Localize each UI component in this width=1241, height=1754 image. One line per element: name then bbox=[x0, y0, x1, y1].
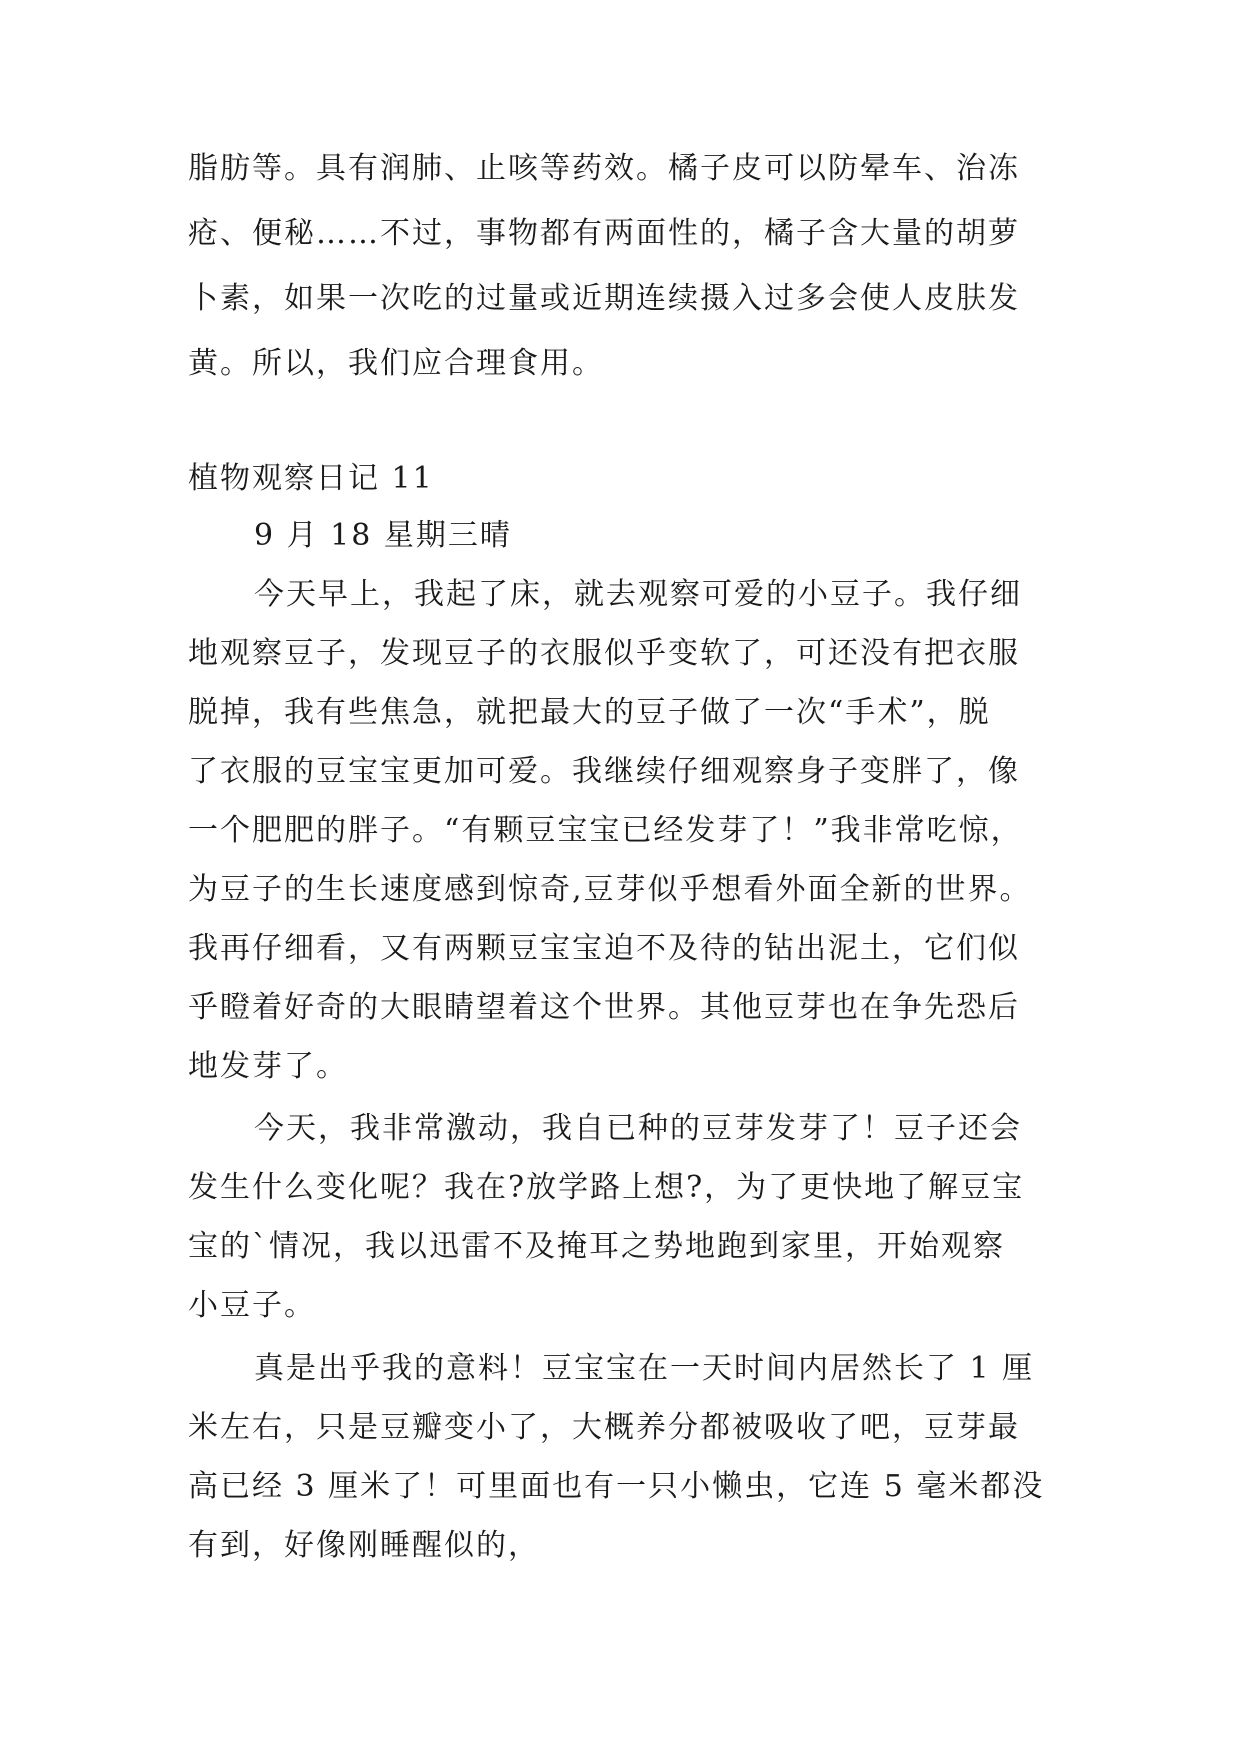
text-line: 脱掉，我有些焦急，就把最大的豆子做了一次“手术”，脱 bbox=[188, 695, 991, 730]
text-line: 我再仔细看，又有两颗豆宝宝迫不及待的钻出泥土，它们似 bbox=[188, 931, 1020, 966]
text-line: 脂肪等。具有润肺、止咳等药效。橘子皮可以防晕车、治冻 bbox=[188, 151, 1020, 186]
text-line: 地发芽了。 bbox=[188, 1049, 348, 1084]
text-line: 乎瞪着好奇的大眼睛望着这个世界。其他豆芽也在争先恐后 bbox=[188, 990, 1020, 1025]
text-line: 有到，好像刚睡醒似的， bbox=[188, 1528, 540, 1563]
text-line: 高已经 3 厘米了！可里面也有一只小懒虫，它连 5 毫米都没 bbox=[188, 1469, 1045, 1504]
text-line: 地观察豆子，发现豆子的衣服似乎变软了，可还没有把衣服 bbox=[188, 636, 1020, 671]
section-title: 植物观察日记 11 bbox=[188, 461, 434, 496]
text-line: 真是出乎我的意料！豆宝宝在一天时间内居然长了 1 厘 bbox=[254, 1351, 1035, 1386]
text-line: 发生什么变化呢？我在?放学路上想?，为了更快地了解豆宝 bbox=[188, 1170, 1025, 1205]
text-line: 疮、便秘……不过，事物都有两面性的，橘子含大量的胡萝 bbox=[188, 216, 1020, 251]
text-line: 一个肥肥的胖子。“有颗豆宝宝已经发芽了！”我非常吃惊， bbox=[188, 813, 1023, 848]
text-line: 宝的`情况，我以迅雷不及掩耳之势地跑到家里，开始观察 bbox=[188, 1229, 1005, 1264]
text-line: 黄。所以，我们应合理食用。 bbox=[188, 346, 604, 381]
text-line: 为豆子的生长速度感到惊奇,豆芽似乎想看外面全新的世界。 bbox=[188, 872, 1032, 907]
text-line: 卜素，如果一次吃的过量或近期连续摄入过多会使人皮肤发 bbox=[188, 281, 1020, 316]
text-line: 今天早上，我起了床，就去观察可爱的小豆子。我仔细 bbox=[254, 577, 1022, 612]
text-line: 小豆子。 bbox=[188, 1288, 316, 1323]
text-line: 米左右，只是豆瓣变小了，大概养分都被吸收了吧，豆芽最 bbox=[188, 1410, 1020, 1445]
text-line: 今天，我非常激动，我自已种的豆芽发芽了！豆子还会 bbox=[254, 1111, 1022, 1146]
text-line: 了衣服的豆宝宝更加可爱。我继续仔细观察身子变胖了，像 bbox=[188, 754, 1020, 789]
date-line: 9 月 18 星期三晴 bbox=[254, 518, 512, 553]
